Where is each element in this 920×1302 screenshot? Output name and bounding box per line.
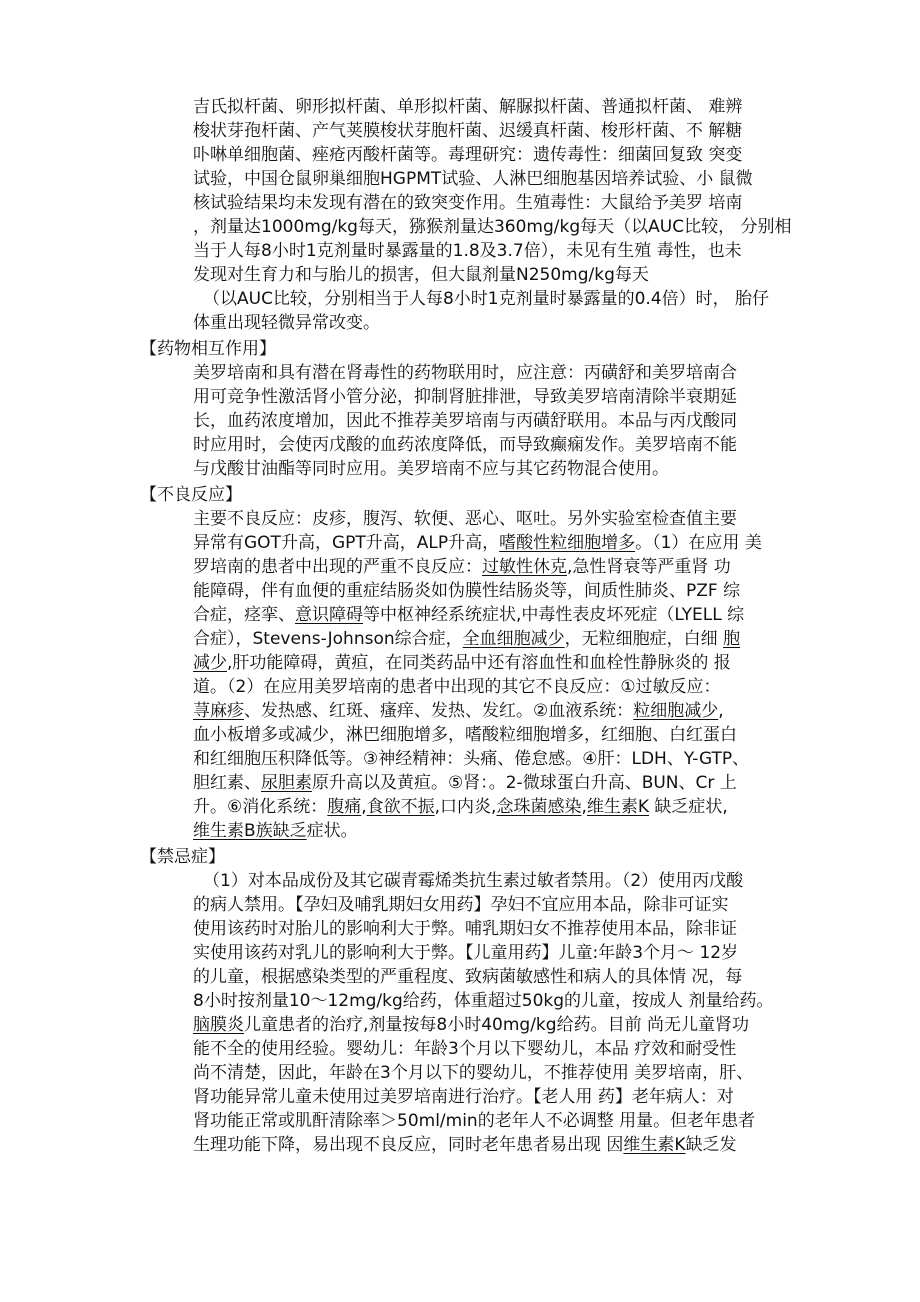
text-segment: 罗培南的患者中出现的严重不良反应： <box>193 557 482 577</box>
text-segment: ,口内炎, <box>434 797 497 817</box>
underlined-term: 脑膜炎 <box>193 1015 244 1035</box>
text-segment: 肾功能正常或肌酐清除率＞50ml/min的老年人不必调整 用量。但老年患者 <box>193 1111 756 1131</box>
text-line <box>193 215 793 239</box>
text-segment: 等中枢神经系统症状,中毒性表皮坏死症（LYELL 综 <box>363 605 745 625</box>
text-segment: 合症），Stevens-Johnson综合症， <box>193 629 463 649</box>
text-line <box>193 119 793 143</box>
text-line <box>193 433 793 457</box>
text-line <box>203 287 769 311</box>
underlined-term: 意识障碍 <box>295 605 363 625</box>
text-segment: , <box>581 797 587 817</box>
text-segment: 发现对生育力和与胎儿的损害，但大鼠剂量N250mg/kg每天 <box>193 265 649 285</box>
text-segment: 主要不良反应：皮疹，腹泻、软便、恶心、呕吐。另外实验室检查值主要 <box>193 509 737 529</box>
text-segment: 缺乏发 <box>685 1135 737 1155</box>
text-line <box>193 457 793 481</box>
text-segment: （以AUC比较，分别相当于人每8小时1克剂量时暴露量的0.4倍）时， 胎仔 <box>203 289 770 309</box>
text-line <box>193 191 793 215</box>
text-segment: 、发热感、红斑、瘙痒、发热、发红。②血液系统： <box>244 701 634 721</box>
text-segment: 肾功能异常儿童未使用过美罗培南进行治疗。【老人用 药】老年病人：对 <box>193 1087 734 1107</box>
text-line <box>193 555 793 579</box>
text-segment: 原升高以及黄疸。⑤肾：。2-微球蛋白升高、BUN、Cr 上 <box>312 773 737 793</box>
text-segment: 能不全的使用经验。婴幼儿：年龄3个月以下婴幼儿，本品 疗效和耐受性 <box>193 1039 737 1059</box>
underlined-term: 减少 <box>193 653 227 673</box>
text-line <box>193 795 793 819</box>
text-segment: 长，血药浓度增加，因此不推荐美罗培南与丙磺舒联用。本品与丙戊酸同 <box>193 411 737 431</box>
text-line <box>193 1061 793 1085</box>
underlined-term: 荨麻疹 <box>193 701 244 721</box>
underlined-term: 胞 <box>723 629 741 649</box>
text-line <box>193 941 793 965</box>
text-line <box>193 1133 793 1157</box>
text-line <box>193 167 793 191</box>
text-line <box>193 1085 793 1109</box>
text-segment: 尚不清楚，因此，年龄在3个月以下的婴幼儿，不推荐使用 美罗培南，肝、 <box>193 1063 754 1083</box>
text-line <box>203 869 743 893</box>
text-segment: 血小板增多或减少，淋巴细胞增多，嗜酸粒细胞增多，红细胞、白红蛋白 <box>193 725 737 745</box>
text-segment: 与戊酸甘油酯等同时应用。美罗培南不应与其它药物混合使用。 <box>193 459 669 479</box>
underlined-term: 过敏性休克 <box>482 557 567 577</box>
text-line <box>193 1013 793 1037</box>
text-segment: （1）对本品成份及其它碳青霉烯类抗生素过敏者禁用。（2）使用丙戊酸 <box>203 871 744 891</box>
text-segment: 【药物相互作用】 <box>140 339 276 359</box>
text-segment: 道。（2）在应用美罗培南的患者中出现的其它不良反应：①过敏反应： <box>193 677 721 697</box>
text-segment: 合症，痉挛、 <box>193 605 295 625</box>
text-segment: 和红细胞压积降低等。③神经精神：头痛、倦怠感。④肝：LDH、Y-GTP、 <box>193 749 750 769</box>
underlined-term: 维生素B族缺乏 <box>193 821 307 841</box>
text-segment: 核试验结果均未发现有潜在的致突变作用。生殖毒性：大鼠给予美罗 培南 <box>193 193 743 213</box>
text-line <box>193 361 793 385</box>
text-segment: 升。⑥消化系统： <box>193 797 328 817</box>
underlined-term: 尿胆素 <box>261 773 312 793</box>
text-line <box>193 143 793 167</box>
text-segment: 美罗培南和具有潜在肾毒性的药物联用时，应注意：丙磺舒和美罗培南合 <box>193 363 737 383</box>
text-segment: ,肝功能障碍，黄疸，在同类药品中还有溶血性和血栓性静脉炎的 报 <box>227 653 731 673</box>
underlined-term: 全血细胞减少 <box>462 629 565 649</box>
text-line <box>193 311 793 335</box>
text-segment: 缺乏症状, <box>649 797 728 817</box>
text-line <box>193 965 793 989</box>
text-segment: 【禁忌症】 <box>140 847 225 867</box>
underlined-term: 维生素K <box>586 797 650 817</box>
text-segment: 的病人禁用。【孕妇及哺乳期妇女用药】孕妇不宜应用本品，除非可证实 <box>193 895 729 915</box>
text-segment: 生理功能下降，易出现不良反应，同时老年患者易出现 因 <box>193 1135 624 1155</box>
text-line <box>193 699 793 723</box>
section-heading <box>140 337 276 361</box>
text-line <box>193 771 793 795</box>
text-segment: ,急性肾衰等严重肾 功 <box>567 557 731 577</box>
text-line <box>193 409 793 433</box>
text-line <box>193 603 793 627</box>
text-segment: 体重出现轻微异常改变。 <box>193 313 380 333</box>
text-segment: 的儿童，根据感染类型的严重程度、致病菌敏感性和病人的具体情 况，每 <box>193 967 743 987</box>
text-segment: 试验，中国仓鼠卵巢细胞HGPMT试验、人淋巴细胞基因培养试验、小 鼠微 <box>193 169 753 189</box>
text-line <box>193 723 793 747</box>
text-line <box>193 95 793 119</box>
section-heading <box>140 845 225 869</box>
text-segment: , <box>718 701 724 721</box>
text-segment: 梭状芽孢杆菌、产气荚膜梭状芽胞杆菌、迟缓真杆菌、梭形杆菌、不 解糖 <box>193 121 743 141</box>
text-line <box>193 675 793 699</box>
text-segment: 。（1）在应用 美 <box>635 533 762 553</box>
text-line <box>193 385 793 409</box>
text-segment: 儿童患者的治疗,剂量按每8小时40mg/kg给药。目前 尚无儿童肾功 <box>244 1015 749 1035</box>
text-line <box>193 627 793 651</box>
text-segment: 卟啉单细胞菌、痤疮丙酸杆菌等。毒理研究：遗传毒性：细菌回复致 突变 <box>193 145 743 165</box>
section-heading <box>140 483 242 507</box>
text-line <box>193 1037 793 1061</box>
text-segment: 能障碍，伴有血便的重症结肠炎如伪膜性结肠炎等，间质性肺炎、PZF 综 <box>193 581 741 601</box>
text-line <box>193 1109 793 1133</box>
text-line <box>193 651 793 675</box>
text-line <box>193 917 793 941</box>
text-segment: 实使用该药对乳儿的影响利大于弊。【儿童用药】儿童:年龄3个月～ 12岁 <box>193 943 739 963</box>
text-segment: 异常有GOT升高，GPT升高，ALP升高， <box>193 533 500 553</box>
text-line <box>193 747 793 771</box>
text-line <box>193 819 793 843</box>
text-segment: 用可竞争性激活肾小管分泌，抑制肾脏排泄，导致美罗培南清除半衰期延 <box>193 387 737 407</box>
text-segment: 吉氏拟杆菌、卵形拟杆菌、单形拟杆菌、解脲拟杆菌、普通拟杆菌、 难辨 <box>193 97 743 117</box>
underlined-term: 食欲不振 <box>366 797 435 817</box>
text-line <box>193 989 793 1013</box>
text-segment: 症状。 <box>306 821 358 841</box>
text-line <box>193 579 793 603</box>
underlined-term: 念珠菌感染 <box>496 797 582 817</box>
text-segment: 8小时按剂量10～12mg/kg给药，体重超过50kg的儿童，按成人 剂量给药。 <box>193 991 774 1011</box>
text-segment: 时应用时，会使丙戊酸的血药浓度降低，而导致癫痫发作。美罗培南不能 <box>193 435 737 455</box>
underlined-term: 嗜酸性粒细胞增多 <box>499 533 636 553</box>
text-segment: 【不良反应】 <box>140 485 242 505</box>
underlined-term: 维生素K <box>623 1135 686 1155</box>
underlined-term: 粒细胞减少 <box>633 701 719 721</box>
text-line <box>193 531 793 555</box>
text-segment: 胆红素、 <box>193 773 261 793</box>
text-segment: , <box>361 797 367 817</box>
text-line <box>193 507 793 531</box>
text-segment: ，剂量达1000mg/kg每天，猕猴剂量达360mg/kg每天（以AUC比较， 分别相 <box>193 217 792 237</box>
text-line <box>193 893 793 917</box>
underlined-term: 腹痛 <box>327 797 362 817</box>
text-segment: 当于人每8小时1克剂量时暴露量的1.8及3.7倍），未见有生殖 毒性，也未 <box>193 241 742 261</box>
text-line <box>193 263 793 287</box>
text-segment: ，无粒细胞症，白细 <box>564 629 724 649</box>
text-segment: 使用该药时对胎儿的影响利大于弊。哺乳期妇女不推荐使用本品，除非证 <box>193 919 737 939</box>
text-line <box>193 239 793 263</box>
